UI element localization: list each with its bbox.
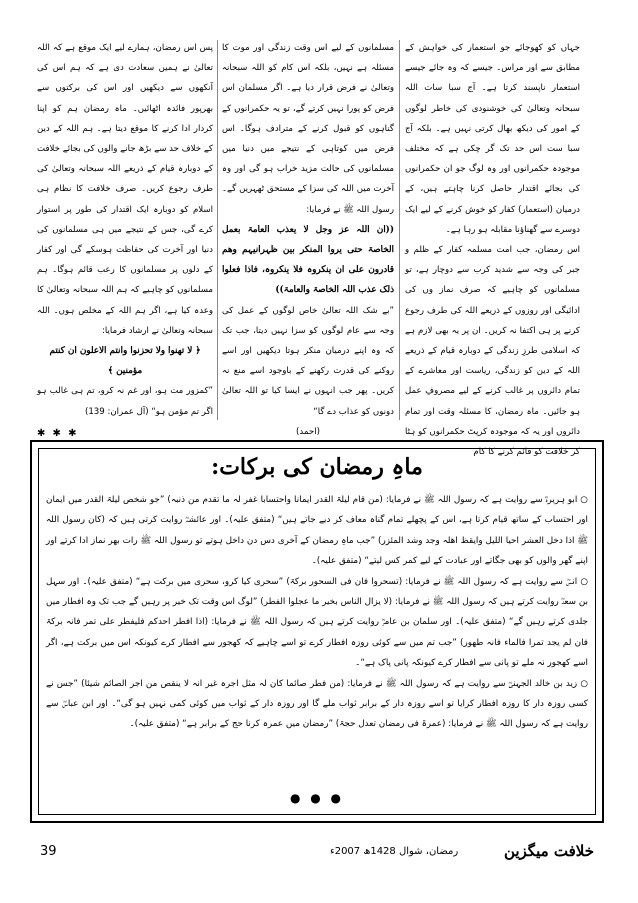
- hadith-source: (احمد): [296, 426, 320, 437]
- box-body: [46, 490, 588, 735]
- box-end-dots: ● ● ●: [289, 791, 345, 805]
- column-divider: [217, 40, 218, 420]
- paragraph: جہاں کو کھوجائے جو استعمار کی خواہش کے مطابق سے اور مراس۔ جیسے کہ وہ جائے جیسے استعمار ناپسند کرتا ہے۔ آج سبا سات اللہ سبحانہ وتعالیٰ کی خوشنودی کی خاطر لوگوں کے امور کی دیکھ بھال کرتی نہیں ہے۔ بلکہ آج سبا ست اس حد تک گر چکی ہے کہ مختلف موجودہ حکمرانوں اور وہ لوگ جو ان حکمرانوں کی بجائے اقتدار حاصل کرنا چاہتے ہیں، کے درمیان (استعمار) کفار کو خوش کرنے کے لیے ایک دوسرے سے گھناؤنا مقابلہ ہو رہا ہے۔: [405, 43, 580, 235]
- article-column-middle: [222, 38, 394, 442]
- ramadan-blessings-box: [30, 440, 604, 823]
- quran-verse-arabic: ﴿ لا تھنوا ولا تحزنوا وانتم الاعلون ان کنتم مؤمنین ﴾: [49, 346, 201, 377]
- hadith-arabic: ((ان اللہ عز وجل لا یعذب العامۃ بعمل الخاصۃ حتی یروا المنکر بین ظہرانیہم وھم قادرون علی ان ینکروہ فلا ینکروہ، فاذا فعلوا ذلک عذب اللہ الخاصۃ والعامۃ)): [222, 224, 394, 296]
- paragraph: اس رمضان، جب امت مسلمہ کفار کے ظلم و جبر کی وجہ سے شدید کرب سے دوچار ہے، تو مسلمانوں کو چاہیے کہ صرف نماز وں کی ادائیگی اور روزوں کے ذریعے اللہ کی طرف رجوع کرنے پر ہی اکتفا نہ کریں۔ ان پر یہ بھی لازم ہے کہ اسلامی طرزِ زندگی کے دوبارہ قیام کے ذریعے اللہ کے دین کو زندگی، ریاست اور معاشرے کے تمام دائروں پر غالب کرنے کے لیے مصروفِ عمل ہو جائیں۔ ماہ رمضان، کا مسئلہ وقت اور تمام دائروں اور یہ کہ موجودہ کرپٹ حکمرانوں کو ہٹا کر خلافت کو قائم کرنے کا کام: [405, 245, 580, 458]
- column-divider: [399, 40, 400, 420]
- quran-verse-translation: ”کمزور مت ہو، اور غم نہ کرو، تم ہی غالب ہو اگر تم مؤمن ہو“ (آل عمران: 139): [37, 386, 213, 417]
- section-end-stars: ✱ ✱ ✱: [37, 427, 79, 439]
- paragraph: پس اس رمضان، ہمارے لیے ایک موقع ہے کہ اللہ تعالیٰ نے ہمیں سعادت دی ہے کہ ہم اس کی آنکھوں سے دیکھیں اور اس کی برکتوں سے بھرپور فائدہ اٹھائیں۔ ماہ رمضان ہم کو اپنا کردار ادا کرنے کا موقع دیتا ہے۔ ہم اللہ کے دین کے خلاف حد سے بڑھ جانے والوں کی بجائے خلافت کے دوبارہ قیام کے ذریعے اللہ سبحانہ وتعالیٰ کی طرف رجوع کریں۔ صرف خلافت کا نظام ہی اسلام کو دوبارہ ایک اقتدار کی طور پر استوار کرے گی، جس کے نتیجے میں ہی مسلمانوں کی دنیا اور آخرت کی حفاظت ہوسکے گی اور کفار کے دلوں پر مسلمانوں کا رعب قائم ہوگا۔ ہم مسلمانوں کو چاہیے کہ ہم اللہ سبحانہ وتعالیٰ کا وعدہ کیا ہے، اگر ہم اللہ کے مخلص ہوں۔ اللہ سبحانہ وتعالیٰ نے ارشاد فرمایا:: [37, 43, 213, 336]
- issue-date: رمضان، شوال 1428ھ 2007ء: [330, 846, 459, 857]
- box-title: ماہِ رمضان کی برکات:: [211, 454, 423, 480]
- hadith-entry: ○ انسؓ سے روایت ہے کہ رسول اللہ ﷺ نے فرمایا: (تسحروا فان فی السحور برکۃ) ”سحری کیا کرو، سحری میں برکت ہے“ (متفق علیہ)۔ اور سہل بن سعدؓ روایت کرتے ہیں کہ رسول اللہ ﷺ نے فرمایا: (لا یزال الناس بخیر ما عجلوا الفطر) ”لوگ اس وقت تک خیر پر رہیں گے جب تک وہ افطار میں جلدی کرتے رہیں گے“ (متفق علیہ)۔ اور سلمان بن عامرؓ روایت کرتے ہیں کہ رسول اللہ ﷺ نے فرمایا: (اذا افطر احدکم فلیفطر علی تمر فانہ برکۃ فان لم یجد تمرا فالماء فانہ طھور) ”جب تم میں سے کوئی روزہ افطار کرے تو اسے چاہیے کہ کھجور سے افطار کرے کیونکہ اس میں برکت ہے، اگر اسے کھجور نہ ملے تو پانی سے افطار کرے کیونکہ پانی پاک ہے“۔: [46, 576, 588, 669]
- article-column-right: [405, 38, 580, 462]
- article-column-left: [37, 38, 213, 444]
- hadith-entry: ○ ابو ہریرہؓ سے روایت ہے کہ رسول اللہ ﷺ نے فرمایا: (من قام لیلۃ القدر ایمانا واحتسابا غفر لہ ما تقدم من ذنبہ) ”جو شخص لیلۃ القدر میں ایمان اور احتساب کے ساتھ قیام کرتا ہے، اس کے پچھلے تمام گناہ معاف کر دیے جاتے ہیں“ (متفق علیہ)۔ اور عائشہؓ روایت کرتی ہیں کہ (کان رسول اللہ ﷺ اذا دخل العشر احیا اللیل وایقظ اھلہ وجد وشد المئزر) ”جب ماہِ رمضان کے آخری دس دن داخل ہوتے تو رسول اللہ ﷺ رات بھر نماز ادا کرتے اور اپنے گھر والوں کو بھی جگاتے اور عبادت کے لیے کمر کس لیتے“ (متفق علیہ)۔: [46, 495, 588, 567]
- hadith-entry: ○ زید بن خالد الجہنیؓ سے روایت ہے کہ رسول اللہ ﷺ نے فرمایا: (من فطر صائما کان لہ مثل اجرہ غیر انہ لا ینقص من اجر الصائم شیئا) ”جس نے کسی روزہ دار کا روزہ افطار کرایا تو اسے روزہ دار کے برابر ثواب ملے گا اور روزہ دار کے ثواب میں کوئی کمی نہیں ہو گی“۔ اور ابن عباسؓ سے روایت ہے کہ رسول اللہ ﷺ نے فرمایا: (عمرۃ فی رمضان تعدل حجۃ) ”رمضان میں عمرہ کرنا حج کے برابر ہے“ (متفق علیہ)۔: [46, 678, 588, 730]
- page-footer: [30, 842, 604, 864]
- page-number: 39: [40, 844, 57, 859]
- magazine-name: خلافت میگزین: [503, 842, 594, 860]
- paragraph: مسلمانوں کے لیے اس وقت زندگی اور موت کا مسئلہ ہے نہیں، بلکہ اس کام کو اللہ سبحانہ وتعالیٰ نے فرض قرار دیا ہے۔ اگر مسلمان اس فرض کو پورا نہیں کرتے گے، تو یہ حکمرانوں کے گناہوں کو قبول کرنے کے مترادف ہوگا۔ اس فرض میں کوتاہی کے نتیجے میں دنیا میں مسلمانوں کی حالت مزید خراب ہو گی اور وہ آخرت میں اللہ کی سزا کے مستحق ٹھہریں گے۔ رسول اللہ ﷺ نے فرمایا:: [222, 43, 394, 215]
- hadith-translation: ”بے شک اللہ تعالیٰ خاص لوگوں کے عمل کی وجہ سے عام لوگوں کو سزا نہیں دیتا، جب تک کہ وہ اپنے درمیان منکر ہوتا دیکھیں اور اسے روکنے کی قدرت رکھنے کے باوجود اسے منع نہ کریں۔ پھر جب انہوں نے ایسا کیا تو اللہ تعالیٰ دونوں کو عذاب دے گا“: [222, 305, 394, 417]
